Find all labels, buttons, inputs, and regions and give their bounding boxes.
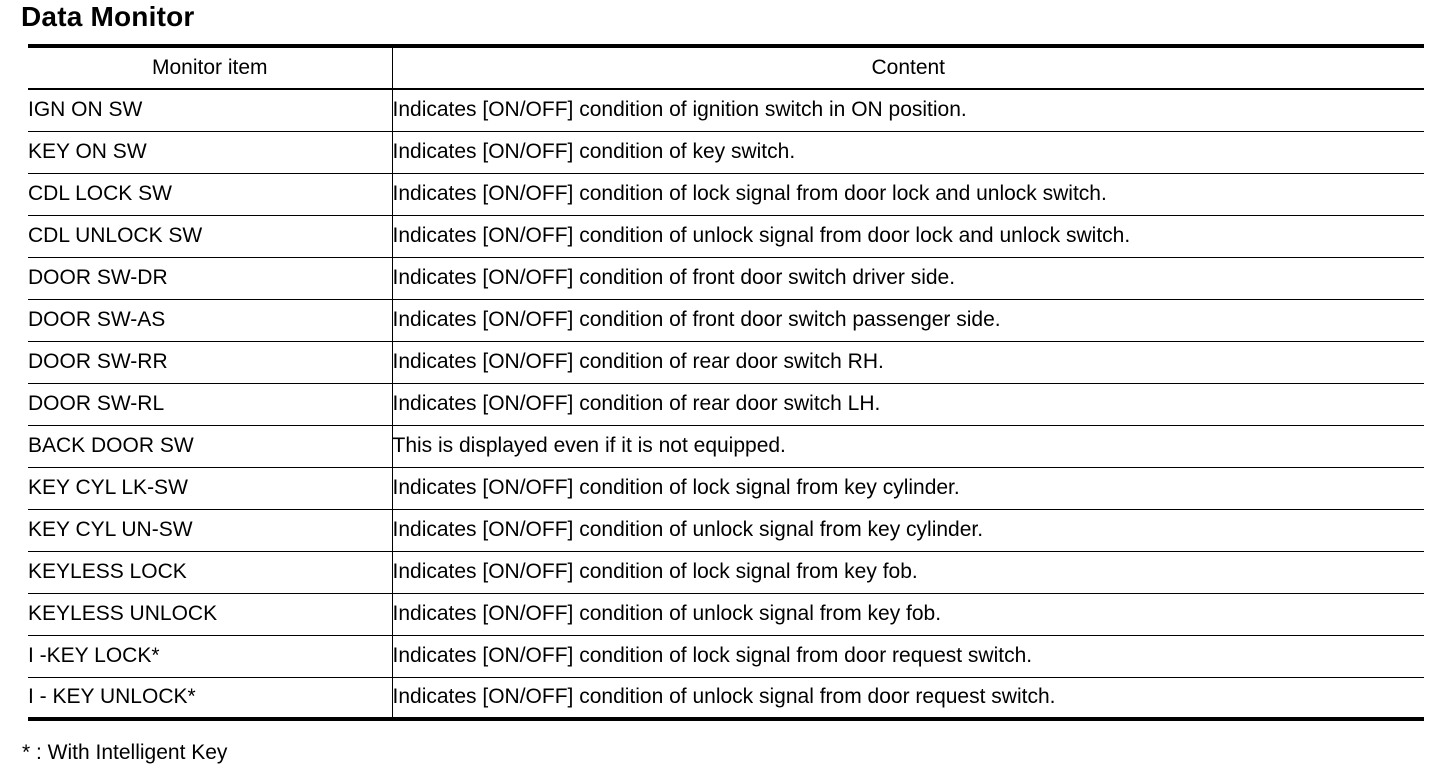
data-monitor-table	[28, 44, 1424, 721]
content-cell: Indicates [ON/OFF] condition of unlock signal from door request switch.	[392, 685, 1056, 709]
monitor-item-cell: DOOR SW-DR	[28, 257, 392, 299]
content-cell: Indicates [ON/OFF] condition of lock signal from key cylinder.	[392, 467, 1424, 509]
table-row	[28, 551, 1424, 593]
table-row	[28, 383, 1424, 425]
content-cell: Indicates [ON/OFF] condition of lock signal from door request switch.	[392, 635, 1424, 677]
content-cell: Indicates [ON/OFF] condition of unlock signal from key fob.	[392, 593, 1424, 635]
table-body	[28, 89, 1424, 719]
content-cell: Indicates [ON/OFF] condition of front door switch passenger side.	[392, 299, 1424, 341]
monitor-item-cell: BACK DOOR SW	[28, 425, 392, 467]
header-row	[28, 46, 1424, 89]
content-cell: Indicates [ON/OFF] condition of lock signal from key fob.	[392, 551, 1424, 593]
table-header	[28, 46, 1424, 89]
table-row	[28, 257, 1424, 299]
content-cell: Indicates [ON/OFF] condition of lock signal from door lock and unlock switch.	[392, 173, 1424, 215]
monitor-item-cell: IGN ON SW	[28, 89, 392, 131]
table-row	[28, 173, 1424, 215]
table-row	[28, 509, 1424, 551]
monitor-item-cell: DOOR SW-RL	[28, 383, 392, 425]
table-row	[28, 467, 1424, 509]
monitor-item-cell: KEY CYL UN-SW	[28, 509, 392, 551]
monitor-item-cell: CDL UNLOCK SW	[28, 215, 392, 257]
content-cell: Indicates [ON/OFF] condition of key switch.	[392, 131, 1424, 173]
content-cell: Indicates [ON/OFF] condition of ignition switch in ON position.	[392, 89, 1424, 131]
table-row	[28, 677, 1424, 719]
monitor-item-cell: DOOR SW-RR	[28, 341, 392, 383]
content-cell: Indicates [ON/OFF] condition of unlock signal from door lock and unlock switch.	[392, 215, 1424, 257]
table-row	[28, 341, 1424, 383]
content-cell: Indicates [ON/OFF] condition of unlock signal from key cylinder.	[392, 509, 1424, 551]
table-row	[28, 215, 1424, 257]
header-content: Content	[392, 46, 1424, 89]
content-cell: Indicates [ON/OFF] condition of rear door switch LH.	[392, 383, 1424, 425]
monitor-item-cell: KEY CYL LK-SW	[28, 467, 392, 509]
monitor-item-cell: DOOR SW-AS	[28, 299, 392, 341]
page-title: Data Monitor	[21, 1, 195, 32]
monitor-item-cell: I -KEY LOCK*	[28, 635, 392, 677]
content-cell: Indicates [ON/OFF] condition of rear door switch RH.	[392, 341, 1424, 383]
table-row	[28, 593, 1424, 635]
table-row	[28, 89, 1424, 131]
table-row	[28, 635, 1424, 677]
monitor-item-cell: KEYLESS LOCK	[28, 551, 392, 593]
table-row	[28, 299, 1424, 341]
monitor-item-cell: KEY ON SW	[28, 131, 392, 173]
monitor-item-cell: KEYLESS UNLOCK	[28, 593, 392, 635]
monitor-item-cell: CDL LOCK SW	[28, 173, 392, 215]
content-cell: Indicates [ON/OFF] condition of front door switch driver side.	[392, 257, 1424, 299]
monitor-item-cell: I - KEY UNLOCK*	[28, 677, 392, 719]
data-monitor-table-container	[28, 44, 1424, 721]
footnote: * : With Intelligent Key	[22, 741, 228, 764]
table-row	[28, 131, 1424, 173]
header-monitor-item: Monitor item	[28, 46, 392, 89]
content-cell: This is displayed even if it is not equipped.	[392, 425, 1424, 467]
table-row	[28, 425, 1424, 467]
